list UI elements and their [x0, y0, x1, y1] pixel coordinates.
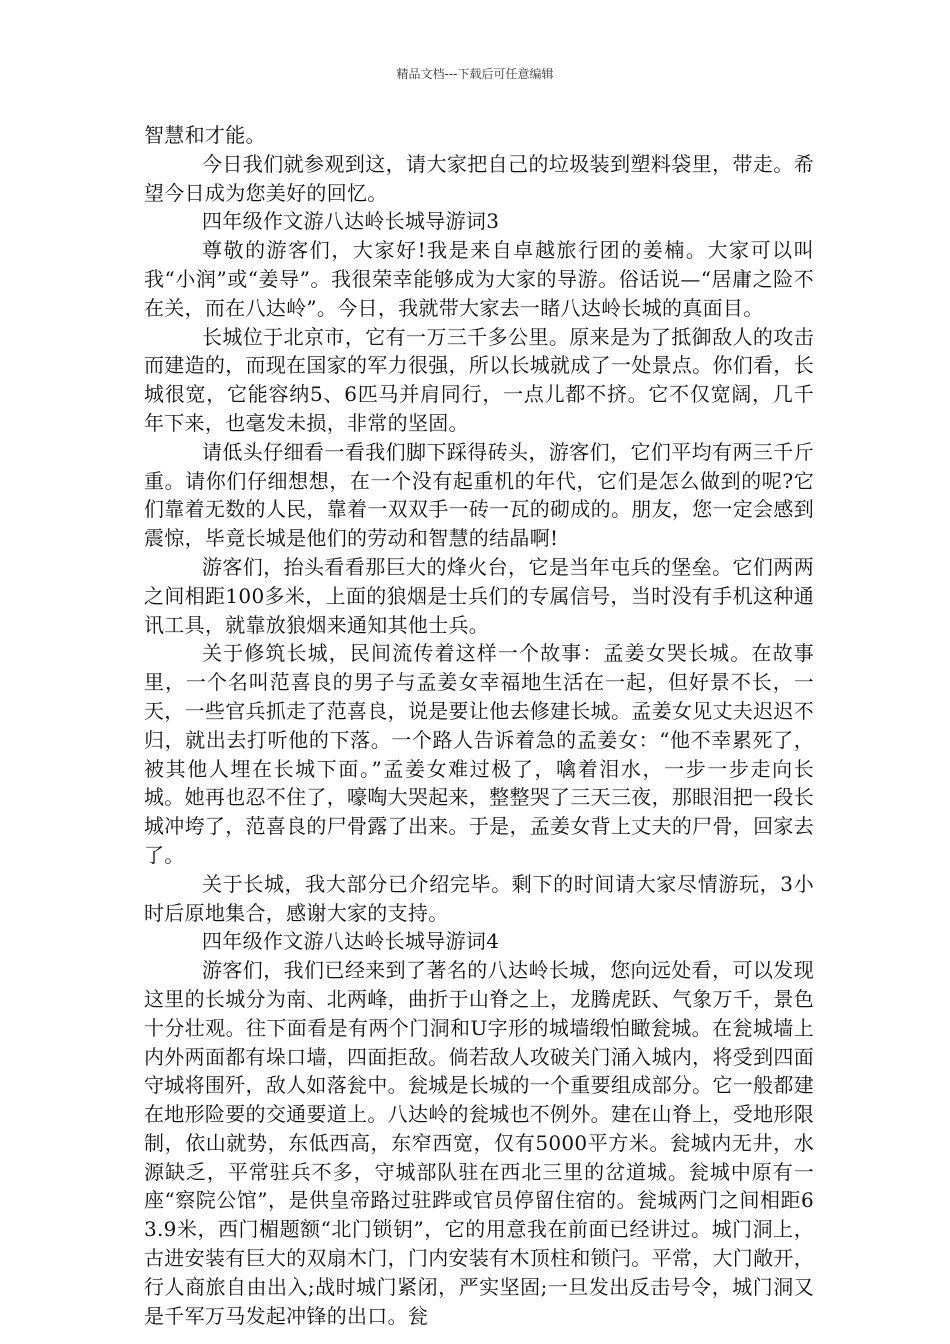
section-heading: 四年级作文游八达岭长城导游词3: [202, 209, 500, 234]
paragraph: 智慧和才能。: [144, 123, 266, 147]
section-heading: 四年级作文游八达岭长城导游词4: [202, 929, 500, 954]
document-body: [144, 121, 814, 1330]
paragraph: 关于修筑长城，民间流传着这样一个故事：孟姜女哭长城。在故事里，一个名叫范喜良的男子与孟姜女幸福地生活在一起，但好景不长，一天，一些官兵抓走了范喜良，说是要让他去修建长城。孟姜女见丈夫迟迟不归，就出去打听他的下落。一个路人告诉着急的孟姜女：“他不幸累死了，被其他人埋在长城下面。”孟姜女难过极了，噙着泪水，一步一步走向长城。她再也忍不住了，嚎啕大哭起来，整整哭了三天三夜，那眼泪把一段长城冲垮了，范喜良的尸骨露了出来。于是，孟姜女背上丈夫的尸骨，回家去了。: [144, 641, 814, 867]
page-header: 精品文档---下载后可任意编辑: [396, 67, 554, 81]
paragraph: 尊敬的游客们，大家好!我是来自卓越旅行团的姜楠。大家可以叫我“小润”或“姜导”。我很荣幸能够成为大家的导游。俗话说—“居庸之险不在关，而在八达岭”。今日，我就带大家去一睹八达岭长城的真面目。: [144, 238, 814, 320]
paragraph: 游客们，我们已经来到了著名的八达岭长城，您向远处看，可以发现这里的长城分为南、北两峰，曲折于山脊之上，龙腾虎跃、气象万千，景色十分壮观。往下面看是有两个门洞和U字形的城墙缎怕瞰瓮城。在瓮城墙上内外两面都有垛口墙，四面拒敌。倘若敌人攻破关门涌入城内，将受到四面守城将围歼，敌人如落瓮中。瓮城是长城的一个重要组成部分。它一般都建在地形险要的交通要道上。八达岭的瓮城也不例外。建在山脊上，受地形限制，依山就势，东低西高，东窄西宽，仅有5000平方米。瓮城内无井，水源缺乏，平常驻兵不多，守城部队驻在西北三里的岔道城。瓮城中原有一座“察院公馆”，是供皇帝路过驻跸或官员停留住宿的。瓮城两门之间相距63.9米，西门楣题额“北门锁钥”，它的用意我在前面已经讲过。城门洞上，古进安装有巨大的双扇木门，门内安装有木顶柱和锁闩。平常，大门敞开，行人商旅自由出入;战时城门紧闭，严实坚固;一旦发出反击号令，城门洞又是千军万马发起冲锋的出口。瓮: [144, 958, 814, 1328]
paragraph: 今日我们就参观到这，请大家把自己的垃圾装到塑料袋里，带走。希望今日成为您美好的回忆。: [144, 151, 814, 205]
paragraph: 游客们，抬头看看那巨大的烽火台，它是当年屯兵的堡垒。它们两两之间相距100多米，上面的狼烟是士兵们的专属信号，当时没有手机这种通讯工具，就靠放狼烟来通知其他士兵。: [144, 554, 814, 637]
paragraph: 请低头仔细看一看我们脚下踩得砖头，游客们，它们平均有两三千斤重。请你们仔细想想，在一个没有起重机的年代，它们是怎么做到的呢?它们靠着无数的人民，靠着一双双手一砖一瓦的砌成的。朋友，您一定会感到震惊，毕竟长城是他们的劳动和智慧的结晶啊!: [144, 439, 814, 551]
paragraph: 长城位于北京市，它有一万三千多公里。原来是为了抵御敌人的攻击而建造的，而现在国家的军力很强，所以长城就成了一处景点。你们看，长城很宽，它能容纳5、6匹马并肩同行，一点儿都不挤。它不仅宽阔，几千年下来，也毫发未损，非常的坚固。: [144, 324, 814, 435]
paragraph: 关于长城，我大部分已介绍完毕。剩下的时间请大家尽情游玩，3小时后原地集合，感谢大家的支持。: [144, 871, 814, 925]
